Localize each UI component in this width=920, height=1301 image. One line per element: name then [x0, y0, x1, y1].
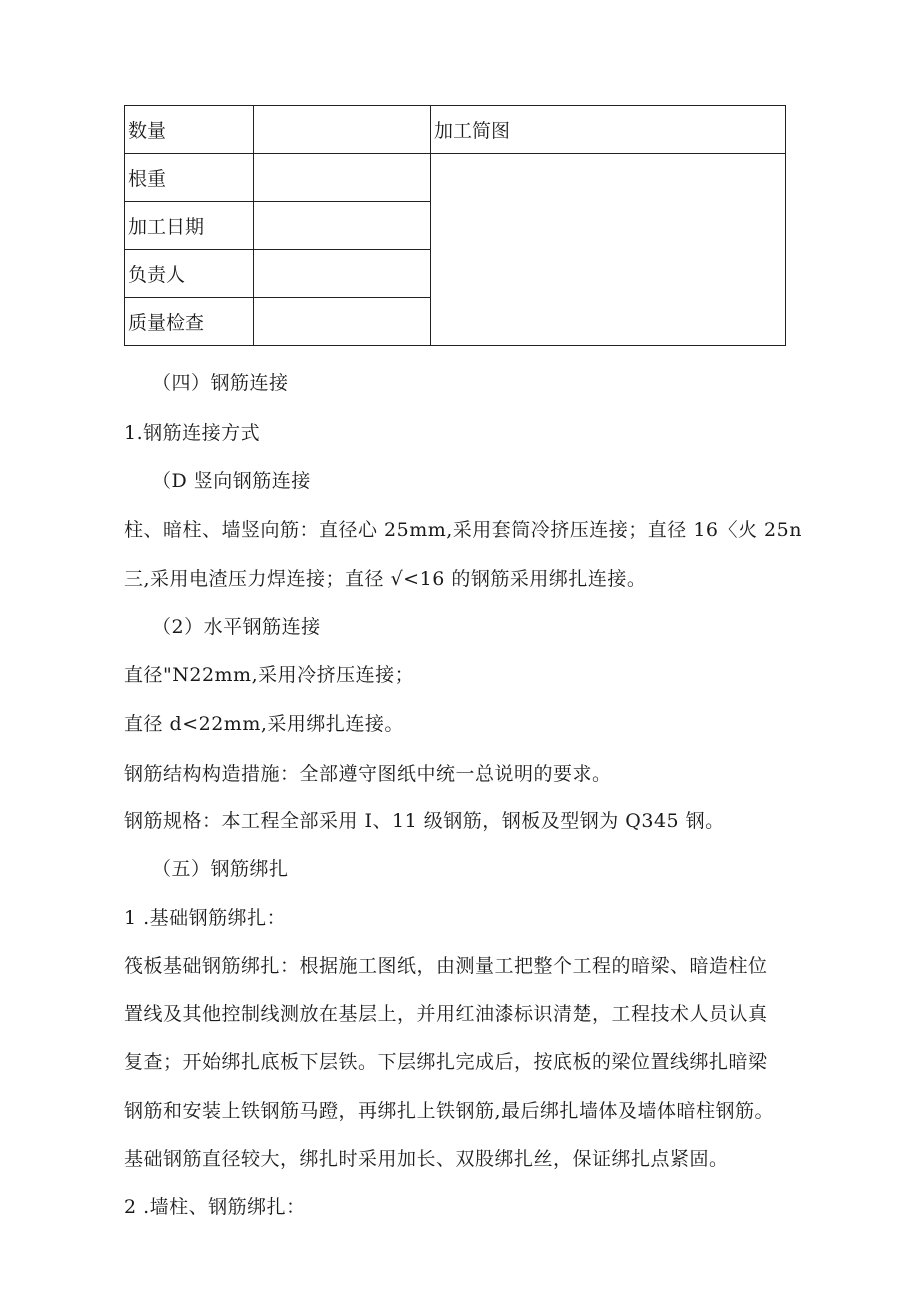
row-label-quantity: 数量: [125, 106, 254, 154]
paragraph: 基础钢筋直径较大，绑扎时采用加长、双股绑扎丝，保证绑扎点紧固。: [124, 1148, 729, 1170]
paragraph: 筏板基础钢筋绑扎：根据施工图纸，由测量工把整个工程的暗梁、暗造柱位: [124, 955, 768, 977]
rebar-processing-table: [124, 105, 786, 346]
subheading-foundation-binding: 1 .基础钢筋绑扎：: [124, 907, 287, 929]
item-horizontal-connection: （2）水平钢筋连接: [152, 616, 321, 638]
item-vertical-connection: （D 竖向钢筋连接: [152, 470, 311, 492]
subheading-wall-column-binding: 2 .墙柱、钢筋绑扎：: [124, 1196, 306, 1218]
table-row: [125, 154, 786, 202]
paragraph: 钢筋和安装上铁钢筋马蹬，再绑扎上铁钢筋,最后绑扎墙体及墙体暗柱钢筋。: [124, 1100, 775, 1122]
section-heading-4: （四）钢筋连接: [152, 372, 289, 394]
paragraph: 钢筋结构构造措施：全部遵守图纸中统一总说明的要求。: [124, 763, 612, 785]
paragraph: 钢筋规格：本工程全部采用 I、11 级钢筋，钢板及型钢为 Q345 钢。: [124, 810, 725, 832]
paragraph: 三,采用电渣压力焊连接；直径 √<16 的钢筋采用绑扎连接。: [124, 568, 647, 590]
paragraph: 柱、暗柱、墙竖向筋：直径心 25mm,采用套筒冷挤压连接；直径 16〈火 25n: [124, 519, 802, 541]
subheading-connection-method: 1.钢筋连接方式: [124, 422, 261, 444]
row-value-person: [254, 250, 431, 298]
paragraph: 直径 d<22mm,采用绑扎连接。: [124, 713, 404, 735]
row-label-quality: 质量检查: [125, 298, 254, 346]
row-value-quality: [254, 298, 431, 346]
table-row: [125, 106, 786, 154]
row-label-person: 负责人: [125, 250, 254, 298]
paragraph: 复查；开始绑扎底板下层铁。下层绑扎完成后，按底板的梁位置线绑扎暗梁: [124, 1051, 768, 1073]
section-heading-5: （五）钢筋绑扎: [152, 858, 289, 880]
paragraph: 直径"N22mm,采用冷挤压连接；: [124, 664, 415, 686]
sketch-area: [431, 154, 786, 346]
row-label-date: 加工日期: [125, 202, 254, 250]
sketch-header: 加工简图: [431, 106, 786, 154]
row-value-weight: [254, 154, 431, 202]
row-value-date: [254, 202, 431, 250]
row-label-weight: 根重: [125, 154, 254, 202]
row-value-quantity: [254, 106, 431, 154]
paragraph: 置线及其他控制线测放在基层上，并用红油漆标识清楚，工程技术人员认真: [124, 1003, 768, 1025]
